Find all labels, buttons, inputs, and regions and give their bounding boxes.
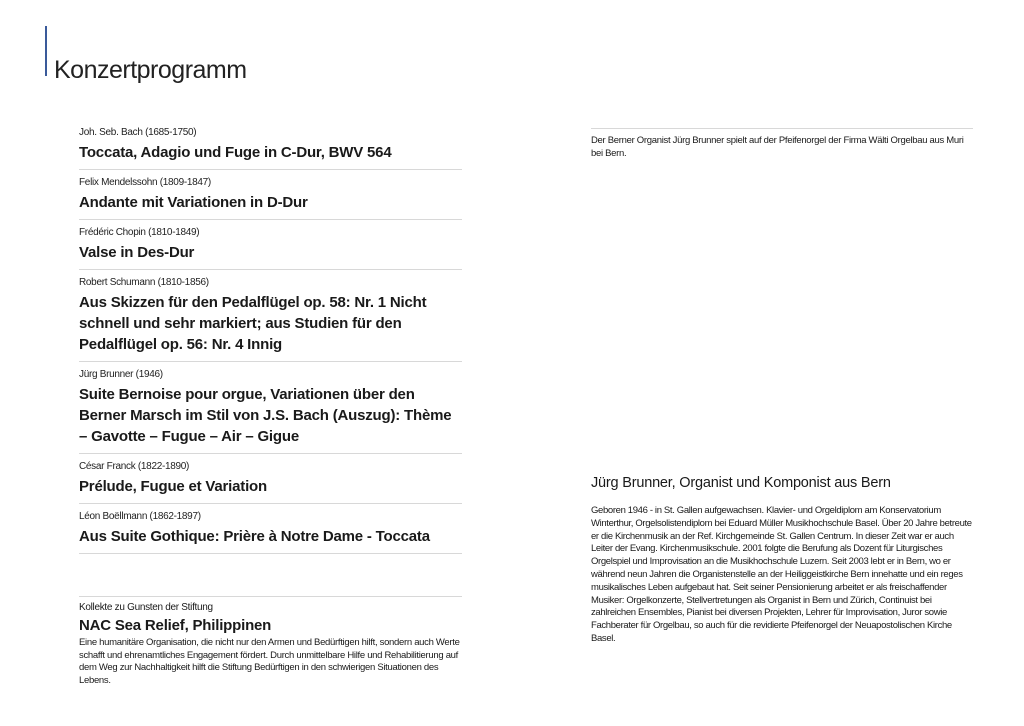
work-title: Valse in Des-Dur	[79, 244, 195, 261]
work-title: Aus Skizzen für den Pedalflügel op. 58: Nr. 1 Nicht schnell und sehr markiert; aus Studien für den Pedalflügel op. 56: Nr. 4 Innig	[79, 294, 427, 353]
collection-section	[79, 596, 462, 687]
work-title: Aus Suite Gothique: Prière à Notre Dame - Toccata	[79, 528, 430, 545]
program-list	[79, 126, 462, 560]
program-item	[79, 368, 462, 454]
work-title: Prélude, Fugue et Variation	[79, 478, 267, 495]
bio-text: Geboren 1946 - in St. Gallen aufgewachsen. Klavier- und Orgeldiplom am Konservatorium Winterthur, Orgelsolistendiplom bei Eduard Müller Musikhochschule Basel. Über 20 Jahre betreute er die Kirchenmusik an der Ref. Kirchgemeinde St. Gallen Centrum. In dieser Zeit war er auch Leiter der Evang. Kirchenmusikschule. 2001 folgte die Berufung als Dozent für Liturgisches Orgelspiel und Improvisation an die Musikhochschule Luzern. Seit 2003 lebt er in Bern, wo er während neun Jahren die Organistenstelle an der Heiliggeistkirche Bern innehatte und ein reges musikalisches Leben aufgebaut hat. Seit seiner Pensionierung arbeitet er als freischaffender Musiker: Orgelkonzerte, Stellvertretungen als Organist in Bern und Zürich, Continuist bei zahlreichen Ensembles, Pianist bei diversen Projekten, Lehrer für Improvisation, Juror sowie Fachberater für Orgelbau, so auch für die revidierte Pfeifenorgel der Neuapostolischen Kirche Basel.	[591, 505, 972, 644]
composer-name: Robert Schumann (1810-1856)	[79, 277, 209, 288]
organ-note: Der Berner Organist Jürg Brunner spielt auf der Pfeifenorgel der Firma Wälti Orgelbau aus Muri bei Bern.	[591, 128, 973, 160]
program-item	[79, 276, 462, 362]
program-item	[79, 460, 462, 504]
program-item	[79, 126, 462, 170]
composer-name: Frédéric Chopin (1810-1849)	[79, 227, 200, 238]
collection-label: Kollekte zu Gunsten der Stiftung	[79, 602, 213, 613]
program-item	[79, 510, 462, 554]
composer-name: Jürg Brunner (1946)	[79, 369, 163, 380]
composer-name: Felix Mendelssohn (1809-1847)	[79, 177, 211, 188]
composer-name: Joh. Seb. Bach (1685-1750)	[79, 127, 197, 138]
work-title: Toccata, Adagio und Fuge in C-Dur, BWV 564	[79, 144, 392, 161]
collection-text: Eine humanitäre Organisation, die nicht nur den Armen und Bedürftigen hilft, sondern auch Werte schafft und ehrenamtliches Engagement fördert. Durch unmittelbare Hilfe und Rehabilitierung auf dem Weg zur Nachhaltigkeit hilft die Stiftung Bedürftigen in den schwierigen Situationen des Lebens.	[79, 637, 460, 686]
page-title: Konzertprogramm	[54, 56, 247, 84]
composer-name: Léon Boëllmann (1862-1897)	[79, 511, 201, 522]
work-title: Suite Bernoise pour orgue, Variationen über den Berner Marsch im Stil von J.S. Bach (Auszug): Thème – Gavotte – Fugue – Air – Gigue	[79, 386, 452, 445]
program-item	[79, 176, 462, 220]
program-item	[79, 226, 462, 270]
work-title: Andante mit Variationen in D-Dur	[79, 194, 308, 211]
composer-name: César Franck (1822-1890)	[79, 461, 190, 472]
collection-heading: NAC Sea Relief, Philippinen	[79, 617, 272, 634]
title-accent-bar	[45, 26, 47, 76]
bio-section	[591, 473, 976, 646]
bio-heading: Jürg Brunner, Organist und Komponist aus Bern	[591, 475, 891, 491]
